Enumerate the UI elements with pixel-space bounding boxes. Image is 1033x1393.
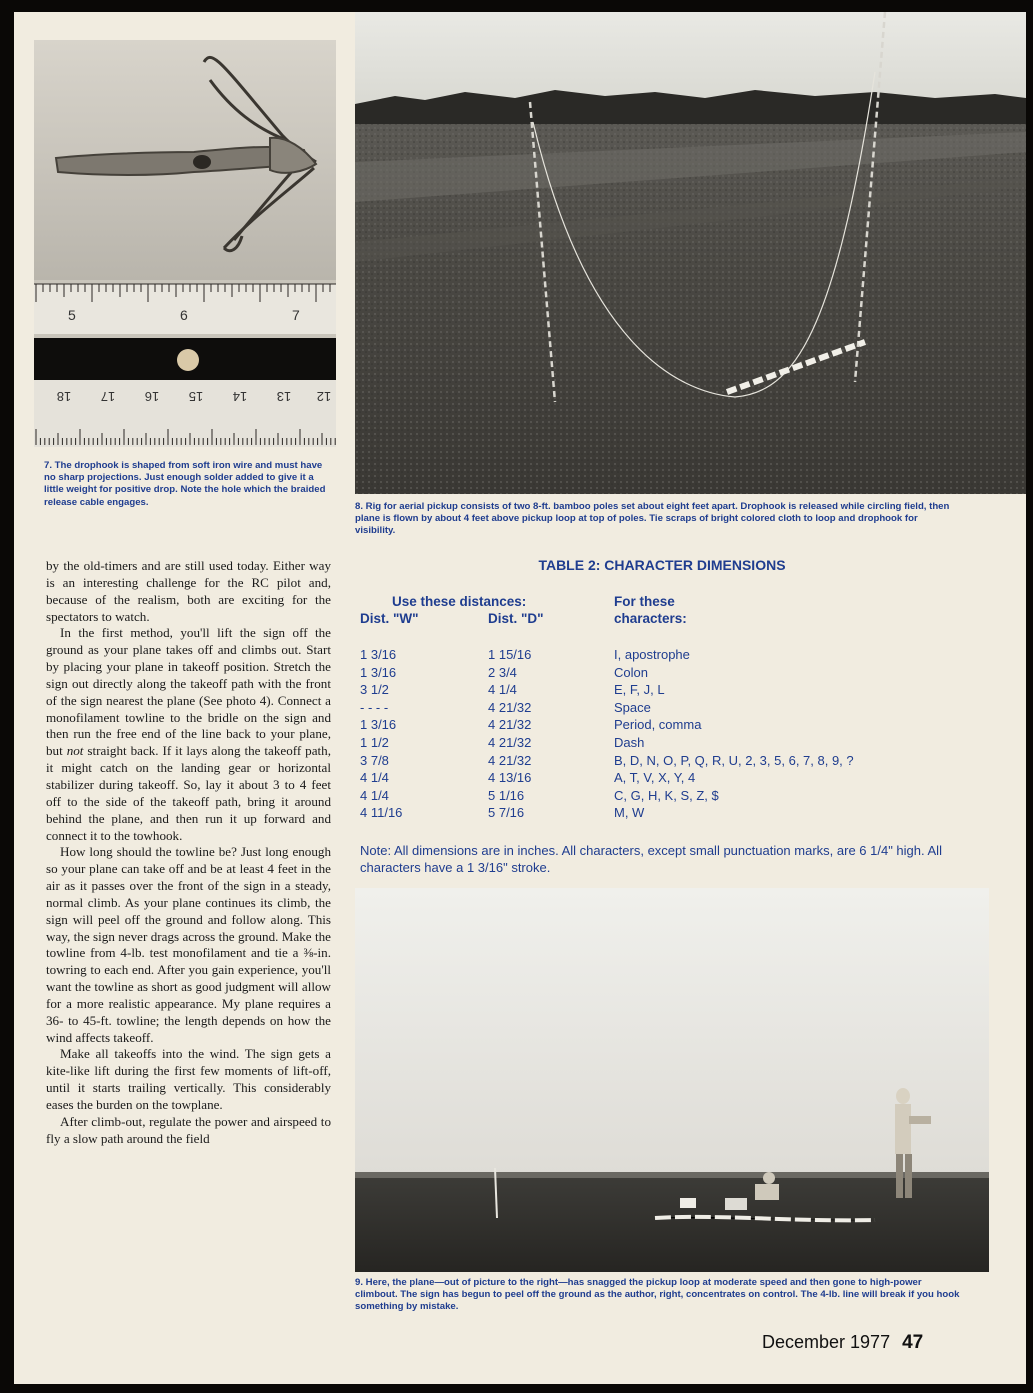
table-row [360,735,960,753]
table-cell-d: 4 13/16 [488,770,532,786]
table-cell-w: - - - - [360,699,389,715]
drophook-ruler-illustration [34,40,336,447]
table-cell-d: 4 21/32 [488,752,532,768]
table-row [360,770,960,788]
table-cell-d: 4 21/32 [488,699,532,715]
page-number: 47 [902,1332,924,1353]
paragraph-part: In the first method, you'll lift the sign off the ground as your plane takes off and climbs out. Start by placing your plane in takeoff position. Stretch the sign out directly along the takeoff path with the front of the sign nearest the plane (See photo 4). Connect a monofilament towline to the bridle on the sign and then run the free end of the line back to your plane, but [46,625,331,759]
paragraph: How long should the towline be? Just long enough so your plane can take off and be at least 4 feet in the air as it passes over the front of the sign in a steady, normal climb. As your plane continues its climb, the sign will peel off the ground and follow along. This way, the sign never drags across the ground. Make the towline from 4-lb. test monofilament and tie a ⅜-in. towring to each end. After you gain experience, you'll want the towline as short as good judgment will allow for a more realistic appearance. My plane requires a 36- to 45-ft. towline; the length depends on how the wind affects takeoff. [46,844,331,1045]
table-cell-w: 1 1/2 [360,735,389,750]
table-col-chars-header-2: characters: [614,611,687,626]
paragraph: After climb-out, regulate the power and airspeed to fly a slow path around the field [46,1113,331,1146]
table-note: Note: All dimensions are in inches. All characters, except small punctuation marks, are 6 1/4" high. All characters have a 1 3/16" stroke. [360,843,942,875]
article-body-column [46,558,331,1148]
paragraph-part: straight back. If it lays along the takeoff path, it might catch on the landing gear or horizontal stabilizer during takeoff. So, lay it about 3 to 4 feet off to the side of the takeoff path, bring it around behind the plane, and then run it up forward and connect it to the towhook. [46,743,331,843]
table-cell-d: 5 7/16 [488,805,525,821]
table-cell-w: 1 3/16 [360,664,397,680]
table-cell-w: 3 1/2 [360,682,389,698]
photo-7-drophook [34,40,336,447]
character-dimensions-table [360,647,970,827]
ruler-number: 7 [292,307,300,323]
table-row [360,753,960,771]
table-cell-w: 3 7/8 [360,752,389,768]
table-cell-chars: A, T, V, X, Y, 4 [614,770,696,786]
ruler-number: 16 [144,389,160,404]
table-cell-d: 4 21/32 [488,735,532,750]
ruler-number: 14 [232,389,248,404]
table-row [360,665,960,683]
table-cell-d: 4 21/32 [488,717,532,733]
table-cell-chars: C, G, H, K, S, Z, $ [614,787,719,803]
table-row [360,682,960,700]
field-author-illustration [355,888,989,1272]
emphasis-text: not [66,743,84,759]
table-row [360,717,960,735]
paragraph: Make all takeoffs into the wind. The sign gets a kite-like lift during the first few moments of lift-off, until it starts trailing vertically. This considerably eases the burden on the towplane. [46,1046,331,1112]
photo-9-sign-pickup [355,888,989,1272]
table-row [360,788,960,806]
table-cell-w: 1 3/16 [360,717,397,733]
table-cell-d: 5 1/16 [488,787,525,803]
paragraph [46,625,331,844]
table-cell-chars: I, apostrophe [614,647,690,662]
table-cell-d: 2 3/4 [488,664,517,680]
magazine-page [14,12,1026,1384]
issue-date: December 1977 [762,1332,891,1352]
table-cell-d: 4 1/4 [488,682,517,698]
table-row [360,647,960,665]
ruler-number: 17 [100,389,116,404]
caption-photo-7: 7. The drophook is shaped from soft iron wire and must have no sharp projections. Just enough solder added to give it a little weight for positive drop. Note the hole which the braided release cable engages. [44,460,326,508]
table-col-d-header: Dist. "D" [488,611,544,626]
table-cell-chars: B, D, N, O, P, Q, R, U, 2, 3, 5, 6, 7, 8, 9, ? [614,752,854,768]
table-row [360,700,960,718]
table-cell-chars: M, W [614,805,645,821]
table-title: TABLE 2: CHARACTER DIMENSIONS [538,557,786,573]
table-cell-w: 1 3/16 [360,647,397,662]
table-cell-w: 4 1/4 [360,787,389,803]
ruler-number: 12 [316,389,332,404]
page-footer [762,1332,923,1354]
ruler-number: 13 [276,389,292,404]
paragraph: by the old-timers and are still used today. Either way is an interesting challenge for the RC pilot and, because of the realism, both are exciting for the spectators to watch. [46,558,331,624]
table-cell-w: 4 1/4 [360,770,389,786]
caption-photo-8: 8. Rig for aerial pickup consists of two 8-ft. bamboo poles set about eight feet apart. Drophook is released while circling field, then plane is flown by about 4 feet above pickup loop at top of poles. Tie scraps of bright colored cloth to loop and drophook for visibility. [355,501,950,537]
table-cell-chars: Space [614,699,651,715]
field-rig-illustration [355,12,1026,494]
ruler-number: 18 [56,389,72,404]
caption-photo-9: 9. Here, the plane—out of picture to the right—has snagged the pickup loop at moderate speed and then gone to high-power climbout. The sign has begun to peel off the ground as the author, right, concentrates on control. The 4-lb. line will break if you hook something by mistake. [355,1277,960,1313]
table-group-header: Use these distances: [392,594,527,609]
table-col-w-header: Dist. "W" [360,611,419,626]
table-cell-w: 4 11/16 [360,805,403,821]
ruler-number: 5 [68,307,76,323]
photo-8-pickup-rig [355,12,1026,494]
ruler-number: 6 [180,307,188,323]
table-cell-chars: Colon [614,664,648,680]
table-cell-d: 1 15/16 [488,647,532,662]
ruler-number: 15 [188,389,204,404]
table-cell-chars: Period, comma [614,717,702,733]
table-col-chars-header-1: For these [614,594,675,609]
table-cell-chars: Dash [614,735,645,750]
table-row [360,805,960,823]
table-cell-chars: E, F, J, L [614,682,665,698]
